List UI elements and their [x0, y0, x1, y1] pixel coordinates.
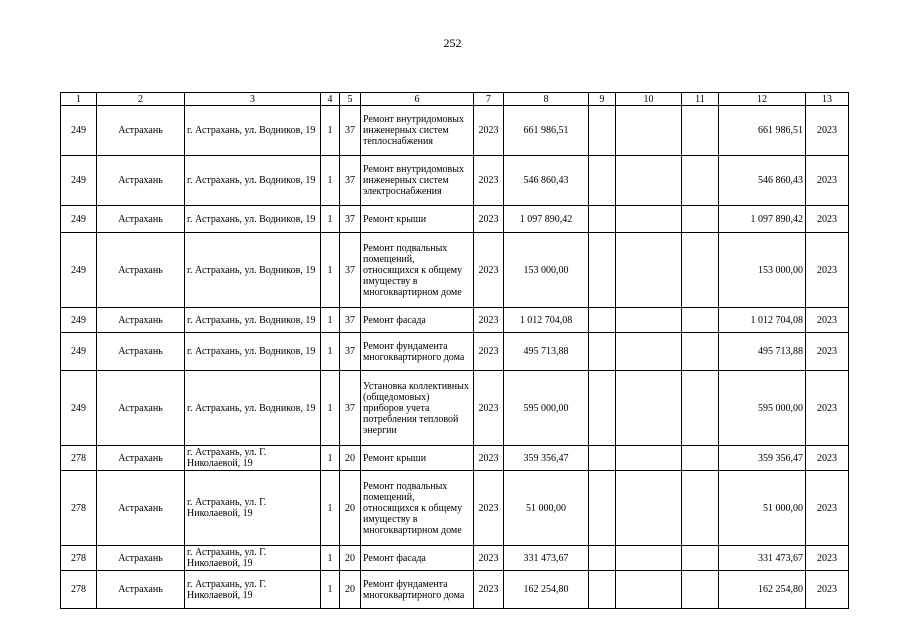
cell-col10 — [616, 308, 682, 333]
cell-object-number: 249 — [61, 371, 97, 446]
cell-col11 — [682, 333, 719, 371]
cell-work-type: Ремонт внутридомовых инженерных систем электроснабжения — [361, 156, 474, 206]
cell-object-number: 278 — [61, 546, 97, 571]
cell-col11 — [682, 156, 719, 206]
cell-year: 2023 — [474, 571, 504, 609]
cell-col11 — [682, 546, 719, 571]
cell-col9 — [589, 446, 616, 471]
cell-col10 — [616, 546, 682, 571]
cell-col11 — [682, 206, 719, 233]
cell-year: 2023 — [474, 106, 504, 156]
cell-col9 — [589, 206, 616, 233]
cell-col4: 1 — [321, 206, 340, 233]
cell-work-type: Установка коллективных (общедомовых) приборов учета потребления тепловой энергии — [361, 371, 474, 446]
table-row — [61, 106, 849, 156]
cell-col10 — [616, 206, 682, 233]
cell-municipality: Астрахань — [97, 233, 185, 308]
cell-total: 162 254,80 — [719, 571, 806, 609]
header-cell: 12 — [719, 93, 806, 106]
cell-end-year: 2023 — [806, 156, 849, 206]
cell-total: 661 986,51 — [719, 106, 806, 156]
cell-municipality: Астрахань — [97, 106, 185, 156]
cell-cost: 661 986,51 — [504, 106, 589, 156]
table-row — [61, 471, 849, 546]
page-number: 252 — [443, 36, 462, 50]
cell-cost: 1 012 704,08 — [504, 308, 589, 333]
cell-col5: 37 — [340, 308, 361, 333]
cell-col9 — [589, 308, 616, 333]
cell-work-type: Ремонт фундамента многоквартирного дома — [361, 571, 474, 609]
table-row — [61, 333, 849, 371]
header-cell: 11 — [682, 93, 719, 106]
cell-end-year: 2023 — [806, 471, 849, 546]
cell-municipality: Астрахань — [97, 308, 185, 333]
works-table — [60, 92, 849, 609]
cell-work-type: Ремонт фасада — [361, 546, 474, 571]
table-row — [61, 571, 849, 609]
cell-col5: 37 — [340, 206, 361, 233]
cell-end-year: 2023 — [806, 546, 849, 571]
cell-address: г. Астрахань, ул. Г. Николаевой, 19 — [185, 446, 321, 471]
cell-year: 2023 — [474, 156, 504, 206]
cell-address: г. Астрахань, ул. Г. Николаевой, 19 — [185, 546, 321, 571]
cell-municipality: Астрахань — [97, 156, 185, 206]
cell-total: 495 713,88 — [719, 333, 806, 371]
cell-col11 — [682, 106, 719, 156]
cell-total: 359 356,47 — [719, 446, 806, 471]
cell-col9 — [589, 106, 616, 156]
cell-year: 2023 — [474, 206, 504, 233]
cell-end-year: 2023 — [806, 446, 849, 471]
header-cell: 7 — [474, 93, 504, 106]
cell-municipality: Астрахань — [97, 571, 185, 609]
table-row — [61, 446, 849, 471]
cell-col11 — [682, 233, 719, 308]
cell-col9 — [589, 471, 616, 546]
header-cell: 3 — [185, 93, 321, 106]
cell-work-type: Ремонт крыши — [361, 206, 474, 233]
cell-col4: 1 — [321, 446, 340, 471]
cell-address: г. Астрахань, ул. Водников, 19 — [185, 206, 321, 233]
cell-total: 1 012 704,08 — [719, 308, 806, 333]
cell-col4: 1 — [321, 233, 340, 308]
cell-year: 2023 — [474, 371, 504, 446]
cell-work-type: Ремонт фасада — [361, 308, 474, 333]
cell-col11 — [682, 308, 719, 333]
cell-work-type: Ремонт внутридомовых инженерных систем теплоснабжения — [361, 106, 474, 156]
table-row — [61, 371, 849, 446]
table-row — [61, 308, 849, 333]
cell-col9 — [589, 546, 616, 571]
cell-end-year: 2023 — [806, 308, 849, 333]
cell-col10 — [616, 371, 682, 446]
cell-total: 331 473,67 — [719, 546, 806, 571]
cell-col9 — [589, 333, 616, 371]
cell-year: 2023 — [474, 308, 504, 333]
cell-object-number: 249 — [61, 333, 97, 371]
header-cell: 8 — [504, 93, 589, 106]
cell-year: 2023 — [474, 233, 504, 308]
cell-total: 546 860,43 — [719, 156, 806, 206]
cell-cost: 162 254,80 — [504, 571, 589, 609]
header-cell: 9 — [589, 93, 616, 106]
cell-col11 — [682, 571, 719, 609]
cell-col9 — [589, 571, 616, 609]
cell-col4: 1 — [321, 308, 340, 333]
header-cell: 13 — [806, 93, 849, 106]
cell-year: 2023 — [474, 333, 504, 371]
cell-address: г. Астрахань, ул. Водников, 19 — [185, 371, 321, 446]
cell-col4: 1 — [321, 471, 340, 546]
cell-total: 1 097 890,42 — [719, 206, 806, 233]
cell-col10 — [616, 106, 682, 156]
table-row — [61, 156, 849, 206]
cell-cost: 153 000,00 — [504, 233, 589, 308]
cell-work-type: Ремонт подвальных помещений, относящихся к общему имуществу в многоквартирном доме — [361, 471, 474, 546]
cell-address: г. Астрахань, ул. Г. Николаевой, 19 — [185, 571, 321, 609]
cell-year: 2023 — [474, 546, 504, 571]
cell-object-number: 249 — [61, 206, 97, 233]
cell-col11 — [682, 471, 719, 546]
cell-object-number: 249 — [61, 156, 97, 206]
cell-address: г. Астрахань, ул. Водников, 19 — [185, 156, 321, 206]
table-row — [61, 233, 849, 308]
cell-municipality: Астрахань — [97, 546, 185, 571]
cell-col4: 1 — [321, 546, 340, 571]
cell-address: г. Астрахань, ул. Водников, 19 — [185, 333, 321, 371]
cell-address: г. Астрахань, ул. Водников, 19 — [185, 233, 321, 308]
cell-cost: 595 000,00 — [504, 371, 589, 446]
header-row — [61, 93, 849, 106]
cell-col4: 1 — [321, 106, 340, 156]
cell-cost: 495 713,88 — [504, 333, 589, 371]
cell-col5: 37 — [340, 106, 361, 156]
cell-year: 2023 — [474, 446, 504, 471]
cell-total: 595 000,00 — [719, 371, 806, 446]
cell-col10 — [616, 333, 682, 371]
cell-cost: 331 473,67 — [504, 546, 589, 571]
cell-end-year: 2023 — [806, 333, 849, 371]
table-row — [61, 546, 849, 571]
cell-col5: 20 — [340, 446, 361, 471]
cell-col9 — [589, 156, 616, 206]
cell-municipality: Астрахань — [97, 446, 185, 471]
cell-object-number: 249 — [61, 233, 97, 308]
cell-col5: 20 — [340, 571, 361, 609]
cell-municipality: Астрахань — [97, 206, 185, 233]
cell-col10 — [616, 446, 682, 471]
cell-col4: 1 — [321, 371, 340, 446]
cell-cost: 546 860,43 — [504, 156, 589, 206]
header-cell: 1 — [61, 93, 97, 106]
cell-col10 — [616, 233, 682, 308]
cell-object-number: 249 — [61, 308, 97, 333]
table-row — [61, 206, 849, 233]
cell-municipality: Астрахань — [97, 333, 185, 371]
cell-end-year: 2023 — [806, 206, 849, 233]
cell-col4: 1 — [321, 156, 340, 206]
cell-col5: 37 — [340, 371, 361, 446]
cell-total: 51 000,00 — [719, 471, 806, 546]
cell-col11 — [682, 371, 719, 446]
cell-col5: 20 — [340, 471, 361, 546]
cell-cost: 51 000,00 — [504, 471, 589, 546]
cell-col9 — [589, 233, 616, 308]
cell-col4: 1 — [321, 571, 340, 609]
cell-cost: 359 356,47 — [504, 446, 589, 471]
cell-year: 2023 — [474, 471, 504, 546]
cell-work-type: Ремонт крыши — [361, 446, 474, 471]
cell-end-year: 2023 — [806, 106, 849, 156]
cell-work-type: Ремонт подвальных помещений, относящихся к общему имуществу в многоквартирном доме — [361, 233, 474, 308]
cell-object-number: 278 — [61, 446, 97, 471]
cell-col11 — [682, 446, 719, 471]
cell-address: г. Астрахань, ул. Водников, 19 — [185, 106, 321, 156]
header-cell: 2 — [97, 93, 185, 106]
cell-address: г. Астрахань, ул. Г. Николаевой, 19 — [185, 471, 321, 546]
header-cell: 10 — [616, 93, 682, 106]
cell-col5: 20 — [340, 546, 361, 571]
cell-col10 — [616, 471, 682, 546]
cell-cost: 1 097 890,42 — [504, 206, 589, 233]
cell-end-year: 2023 — [806, 233, 849, 308]
cell-col10 — [616, 571, 682, 609]
cell-col5: 37 — [340, 333, 361, 371]
cell-end-year: 2023 — [806, 371, 849, 446]
cell-col5: 37 — [340, 233, 361, 308]
cell-col5: 37 — [340, 156, 361, 206]
cell-col4: 1 — [321, 333, 340, 371]
cell-object-number: 249 — [61, 106, 97, 156]
header-cell: 4 — [321, 93, 340, 106]
cell-object-number: 278 — [61, 571, 97, 609]
cell-address: г. Астрахань, ул. Водников, 19 — [185, 308, 321, 333]
header-cell: 5 — [340, 93, 361, 106]
header-cell: 6 — [361, 93, 474, 106]
cell-municipality: Астрахань — [97, 371, 185, 446]
cell-col10 — [616, 156, 682, 206]
cell-municipality: Астрахань — [97, 471, 185, 546]
cell-col9 — [589, 371, 616, 446]
cell-object-number: 278 — [61, 471, 97, 546]
cell-work-type: Ремонт фундамента многоквартирного дома — [361, 333, 474, 371]
cell-end-year: 2023 — [806, 571, 849, 609]
cell-total: 153 000,00 — [719, 233, 806, 308]
